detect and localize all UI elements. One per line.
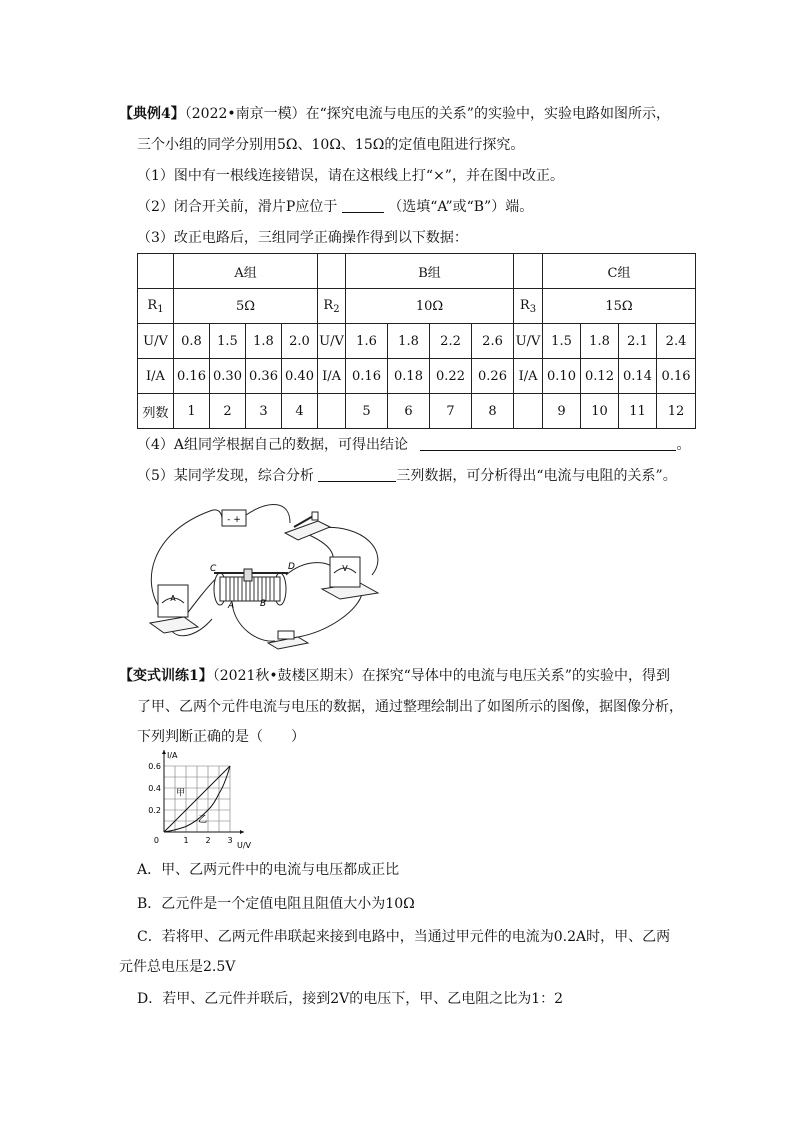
question-4-text: （4）A组同学根据自己的数据，可得出结论	[137, 437, 409, 453]
table-cell: 1.5	[210, 324, 246, 359]
wire-top	[246, 505, 290, 523]
r2-value: 10Ω	[346, 289, 514, 324]
r1-label: $R_1$	[138, 289, 174, 324]
table-row-groups	[138, 254, 696, 289]
table-cell: 0.16	[174, 359, 210, 394]
group-c-header: C组	[543, 254, 696, 289]
x-tick-label: 2	[205, 836, 211, 845]
question-5-after: 三列数据，可分析得出“电流与电阻的关系”。	[396, 468, 677, 484]
variant-line-3: 下列判断正确的是（ ）	[137, 729, 305, 745]
table-cell: 10	[581, 394, 619, 429]
svg-text:- +: - +	[227, 515, 241, 525]
fixed-resistor	[268, 631, 308, 649]
x-tick-label: 3	[227, 836, 233, 845]
voltmeter	[322, 557, 378, 599]
option-a[interactable]: A．甲、乙两元件中的电流与电压都成正比	[137, 862, 400, 878]
table-cell: 0.10	[543, 359, 581, 394]
example-text-1: （2022•南京一模）在“探究电流与电压的关系”的实验中，实验电路如图所示，	[184, 106, 670, 122]
battery	[222, 510, 246, 526]
i-label-b: I/A	[318, 359, 346, 394]
question-2-after: （选填“A”或“B”）端。	[388, 199, 534, 215]
option-b[interactable]: B．乙元件是一个定值电阻且阻值大小为10Ω	[137, 896, 415, 912]
variant-line-2: 了甲、乙两个元件电流与电压的数据，通过整理绘制出了如图所示的图像，据图像分析，	[137, 699, 683, 715]
table-row-voltage	[138, 324, 696, 359]
table-cell: 4	[282, 394, 318, 429]
table-cell: 2.0	[282, 324, 318, 359]
iu-chart	[140, 748, 260, 852]
svg-text:V: V	[342, 564, 348, 573]
u-label-a: U/V	[138, 324, 174, 359]
table-cell: 0.16	[346, 359, 388, 394]
wire-rheostat-resistor	[232, 603, 275, 641]
table-cell: 0.18	[388, 359, 430, 394]
table-cell: 6	[388, 394, 430, 429]
group-a-header: A组	[174, 254, 318, 289]
svg-text:D: D	[288, 562, 295, 572]
series-label-yi: 乙	[198, 815, 208, 826]
x-axis-label: U/V	[236, 841, 252, 850]
y-axis-arrow	[162, 750, 166, 754]
example-line-2: 三个小组的同学分别用5Ω、10Ω、15Ω的定值电阻进行探究。	[137, 137, 525, 153]
variant-text-1: （2021秋•鼓楼区期末）在探究“导体中的电流与电压关系”的实验中，得到	[212, 668, 670, 684]
table-cell: 0.12	[581, 359, 619, 394]
table-cell: 3	[246, 394, 282, 429]
table-cell: 0.26	[472, 359, 514, 394]
svg-text:A: A	[228, 601, 235, 611]
table-cell: 1.5	[543, 324, 581, 359]
r2-label: $R_2$	[318, 289, 346, 324]
r1-value: 5Ω	[174, 289, 318, 324]
question-2-before: （2）闭合开关前，滑片P应位于	[137, 199, 338, 215]
table-row-resistance	[138, 289, 696, 324]
table-cell: 2.6	[472, 324, 514, 359]
example-line-1	[119, 104, 670, 124]
answer-blank-4[interactable]	[420, 436, 676, 451]
question-1: （1）图中有一根线连接错误，请在这根线上打“×”，并在图中改正。	[137, 168, 564, 184]
wire-resistor-voltmeter	[292, 593, 362, 638]
y-tick-label: 0.4	[148, 784, 161, 793]
table-cell: 1.8	[581, 324, 619, 359]
group-b-header: B组	[346, 254, 514, 289]
table-cell: 12	[657, 394, 696, 429]
answer-blank-2[interactable]	[342, 198, 384, 213]
table-cell: 1.6	[346, 324, 388, 359]
table-cell: 2.2	[430, 324, 472, 359]
rheostat	[210, 562, 295, 611]
table-cell: 0.22	[430, 359, 472, 394]
i-label-a: I/A	[138, 359, 174, 394]
table-cell: 2	[210, 394, 246, 429]
data-table	[137, 253, 696, 429]
circuit-diagram	[140, 493, 400, 653]
question-4-end: 。	[676, 437, 691, 453]
table-cell: 1	[174, 394, 210, 429]
series-label-jia: 甲	[176, 788, 186, 799]
question-5	[137, 466, 677, 486]
question-4	[137, 435, 690, 455]
table-cell: 0.30	[210, 359, 246, 394]
origin-label: 0	[153, 836, 159, 845]
r3-label: $R_3$	[514, 289, 543, 324]
svg-text:B: B	[260, 599, 267, 609]
option-d[interactable]: D．若甲、乙元件并联后，接到2V的电压下，甲、乙电阻之比为1：2	[137, 991, 564, 1007]
question-2	[137, 197, 533, 217]
table-row-column-number	[138, 394, 696, 429]
svg-text:A: A	[170, 594, 176, 603]
x-axis-arrow	[240, 830, 244, 834]
y-tick-label: 0.6	[148, 762, 161, 771]
i-label-c: I/A	[514, 359, 543, 394]
table-cell: 5	[346, 394, 388, 429]
r3-value: 15Ω	[543, 289, 696, 324]
y-tick-label: 0.2	[148, 806, 161, 815]
example-tag: 【典例4】	[119, 106, 185, 122]
question-3: （3）改正电路后，三组同学正确操作得到以下数据：	[137, 230, 468, 246]
answer-blank-5[interactable]	[318, 467, 396, 482]
table-cell: 0.36	[246, 359, 282, 394]
table-cell: 0.16	[657, 359, 696, 394]
table-cell: 0.14	[619, 359, 657, 394]
table-cell: 2.4	[657, 324, 696, 359]
question-5-before: （5）某同学发现，综合分析	[137, 468, 314, 484]
table-cell: 0.8	[174, 324, 210, 359]
table-cell: 1.8	[388, 324, 430, 359]
switch	[285, 512, 330, 540]
table-cell: 9	[543, 394, 581, 429]
variant-tag: 【变式训练1】	[119, 668, 213, 684]
y-axis-label: I/A	[167, 751, 178, 760]
table-cell: 1.8	[246, 324, 282, 359]
table-cell: 0.40	[282, 359, 318, 394]
svg-text:C: C	[210, 564, 217, 574]
u-label-b: U/V	[318, 324, 346, 359]
table-cell: 2.1	[619, 324, 657, 359]
option-c-line-1[interactable]: C．若将甲、乙两元件串联起来接到电路中，当通过甲元件的电流为0.2A时，甲、乙两	[137, 929, 671, 945]
option-c-line-2: 元件总电压是2.5V	[119, 959, 236, 975]
n-label: 列数	[138, 394, 174, 429]
variant-line-1	[119, 666, 670, 686]
table-cell: 7	[430, 394, 472, 429]
table-cell: 8	[472, 394, 514, 429]
u-label-c: U/V	[514, 324, 543, 359]
table-row-current	[138, 359, 696, 394]
x-tick-label: 1	[183, 836, 189, 845]
table-cell: 11	[619, 394, 657, 429]
